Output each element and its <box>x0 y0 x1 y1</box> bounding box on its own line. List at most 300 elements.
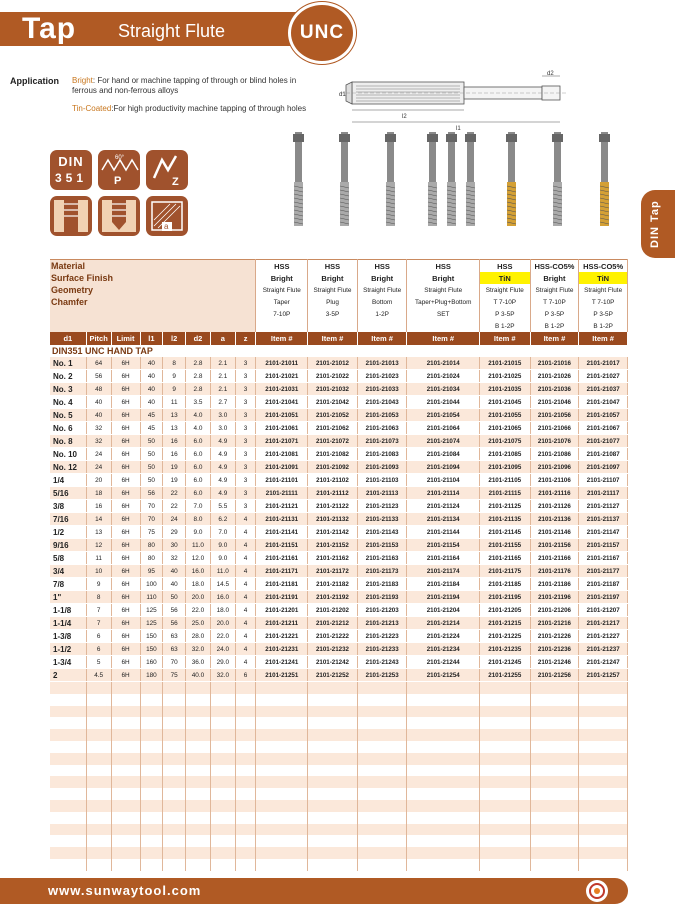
empty-cell <box>50 741 86 753</box>
empty-cell <box>186 776 211 788</box>
item-number-cell: 2101-21194 <box>407 591 479 604</box>
blind-hole-icon <box>98 196 140 236</box>
d2-label: d2 <box>547 71 554 77</box>
empty-row <box>50 835 628 847</box>
finish-value: TiN <box>579 272 628 284</box>
l2-label: l2 <box>402 114 407 120</box>
column-header-row <box>50 332 628 345</box>
dimension-cell: 45 <box>140 409 163 422</box>
size-cell: 1/2 <box>50 526 86 539</box>
item-number-cell: 2101-21183 <box>357 578 407 591</box>
column-header[interactable]: Item # <box>256 332 308 345</box>
dimension-cell: 5 <box>86 656 111 669</box>
empty-cell <box>530 717 579 729</box>
item-number-cell: 2101-21027 <box>579 370 628 383</box>
column-header[interactable]: Item # <box>530 332 579 345</box>
item-number-cell: 2101-21013 <box>357 357 407 370</box>
dimension-cell: 125 <box>140 604 163 617</box>
empty-cell <box>479 753 530 765</box>
empty-row <box>50 717 628 729</box>
empty-cell <box>357 753 407 765</box>
empty-cell <box>357 847 407 859</box>
dimension-cell: 2.8 <box>186 357 211 370</box>
table-row <box>50 422 628 435</box>
header-subtitle: Straight Flute <box>118 21 226 41</box>
dimension-cell: 4.9 <box>210 435 235 448</box>
empty-cell <box>479 824 530 836</box>
empty-cell <box>256 753 308 765</box>
item-number-cell: 2101-21063 <box>357 422 407 435</box>
empty-cell <box>111 800 140 812</box>
empty-cell <box>163 859 186 871</box>
item-number-cell: 2101-21026 <box>530 370 579 383</box>
empty-cell <box>530 788 579 800</box>
application-tin <box>72 104 312 114</box>
dimension-cell: 40 <box>163 578 186 591</box>
empty-cell <box>186 812 211 824</box>
tap-photo <box>292 132 304 232</box>
empty-row <box>50 753 628 765</box>
item-number-cell: 2101-21084 <box>407 448 479 461</box>
empty-row <box>50 741 628 753</box>
dimension-cell: 2.8 <box>186 383 211 396</box>
item-number-cell: 2101-21075 <box>479 435 530 448</box>
empty-cell <box>140 859 163 871</box>
dimension-cell: 7 <box>86 604 111 617</box>
empty-cell <box>579 741 628 753</box>
dimension-cell: 40 <box>140 396 163 409</box>
empty-cell <box>235 694 256 706</box>
item-number-cell: 2101-21174 <box>407 565 479 578</box>
size-cell: 1-1/8 <box>50 604 86 617</box>
material-value: HSS-CO5% <box>579 260 628 273</box>
item-number-cell: 2101-21092 <box>308 461 358 474</box>
empty-row <box>50 788 628 800</box>
dimension-cell: 13 <box>163 409 186 422</box>
empty-cell <box>50 824 86 836</box>
table-row <box>50 500 628 513</box>
spec-row-chamfer <box>50 296 628 308</box>
item-number-cell: 2101-21144 <box>407 526 479 539</box>
angle-label: 60° <box>115 155 125 161</box>
chamfer-2-value: P 3-5P <box>479 308 530 320</box>
empty-cell <box>407 717 479 729</box>
empty-cell <box>186 835 211 847</box>
empty-cell <box>256 812 308 824</box>
dimension-cell: 4.9 <box>210 487 235 500</box>
dimension-cell: 95 <box>140 565 163 578</box>
empty-cell <box>357 835 407 847</box>
empty-cell <box>210 776 235 788</box>
empty-cell <box>407 824 479 836</box>
item-number-cell: 2101-21255 <box>479 669 530 682</box>
chamfer-3-label <box>50 320 140 332</box>
din-text: DIN <box>58 154 84 169</box>
empty-cell <box>530 682 579 694</box>
empty-cell <box>86 776 111 788</box>
empty-cell <box>210 847 235 859</box>
finish-value: Bright <box>256 272 308 284</box>
chamfer-3-value <box>308 320 358 332</box>
item-number-cell: 2101-21015 <box>479 357 530 370</box>
tin-key: Tin-Coated <box>72 104 112 113</box>
item-number-cell: 2101-21191 <box>256 591 308 604</box>
dimension-cell: 2.7 <box>210 396 235 409</box>
table-row <box>50 383 628 396</box>
chamfer-3-value <box>357 320 407 332</box>
dimension-cell: 50 <box>140 461 163 474</box>
item-number-cell: 2101-21062 <box>308 422 358 435</box>
item-number-cell: 2101-21244 <box>407 656 479 669</box>
dimension-cell: 6 <box>86 630 111 643</box>
empty-cell <box>235 859 256 871</box>
item-number-cell: 2101-21164 <box>407 552 479 565</box>
table-row <box>50 643 628 656</box>
empty-cell <box>210 812 235 824</box>
column-header[interactable]: d1 <box>50 332 86 345</box>
dimension-cell: 6.0 <box>186 487 211 500</box>
empty-cell <box>579 859 628 871</box>
empty-cell <box>530 741 579 753</box>
empty-cell <box>210 800 235 812</box>
table-row <box>50 370 628 383</box>
empty-cell <box>407 776 479 788</box>
dimension-cell: 8.0 <box>186 513 211 526</box>
pitch-angle-icon <box>98 150 140 190</box>
item-number-cell: 2101-21136 <box>530 513 579 526</box>
dimension-cell: 50 <box>140 448 163 461</box>
chamfer-value: Bottom <box>357 296 407 308</box>
dimension-cell: 7.0 <box>210 526 235 539</box>
empty-cell <box>163 753 186 765</box>
column-header[interactable]: Limit <box>111 332 140 345</box>
size-cell: 7/8 <box>50 578 86 591</box>
empty-cell <box>140 717 163 729</box>
empty-cell <box>256 788 308 800</box>
tap-photo <box>384 132 396 232</box>
empty-cell <box>140 800 163 812</box>
item-number-cell: 2101-21101 <box>256 474 308 487</box>
tap-photo <box>338 132 350 232</box>
item-number-cell: 2101-21107 <box>579 474 628 487</box>
column-header[interactable]: d2 <box>186 332 211 345</box>
table-row <box>50 396 628 409</box>
empty-cell <box>186 717 211 729</box>
empty-cell <box>407 765 479 777</box>
z-letter: Z <box>172 176 179 188</box>
dimension-cell: 40.0 <box>186 669 211 682</box>
column-header[interactable]: l1 <box>140 332 163 345</box>
item-number-cell: 2101-21231 <box>256 643 308 656</box>
empty-cell <box>163 788 186 800</box>
empty-cell <box>86 859 111 871</box>
empty-cell <box>357 859 407 871</box>
item-number-cell: 2101-21165 <box>479 552 530 565</box>
dimension-cell: 6H <box>111 617 140 630</box>
table-row <box>50 526 628 539</box>
empty-cell <box>235 847 256 859</box>
empty-cell <box>235 776 256 788</box>
column-header[interactable]: Pitch <box>86 332 111 345</box>
dimension-cell: 6H <box>111 383 140 396</box>
item-number-cell: 2101-21157 <box>579 539 628 552</box>
empty-cell <box>86 788 111 800</box>
empty-cell <box>235 717 256 729</box>
empty-cell <box>308 788 358 800</box>
dimension-cell: 7 <box>86 617 111 630</box>
dimension-cell: 4 <box>235 565 256 578</box>
item-number-cell: 2101-21155 <box>479 539 530 552</box>
tap-photo <box>445 132 457 232</box>
empty-row <box>50 765 628 777</box>
item-number-cell: 2101-21032 <box>308 383 358 396</box>
item-number-cell: 2101-21184 <box>407 578 479 591</box>
empty-row <box>50 847 628 859</box>
finish-value: Bright <box>530 272 579 284</box>
size-cell: 5/16 <box>50 487 86 500</box>
item-number-cell: 2101-21116 <box>530 487 579 500</box>
chamfer-2-value: SET <box>407 308 479 320</box>
empty-cell <box>163 717 186 729</box>
dimension-cell: 3 <box>235 396 256 409</box>
item-number-cell: 2101-21135 <box>479 513 530 526</box>
dimension-cell: 50 <box>163 591 186 604</box>
empty-cell <box>186 800 211 812</box>
geometry-label: Geometry <box>50 284 140 296</box>
empty-cell <box>86 741 111 753</box>
dimension-cell: 11.0 <box>186 539 211 552</box>
finish-label: Surface Finish <box>50 272 140 284</box>
item-number-cell: 2101-21187 <box>579 578 628 591</box>
dimension-cell: 30 <box>163 539 186 552</box>
empty-cell <box>256 729 308 741</box>
column-header[interactable]: Item # <box>479 332 530 345</box>
empty-cell <box>210 694 235 706</box>
item-number-cell: 2101-21173 <box>357 565 407 578</box>
dimension-cell: 3 <box>235 435 256 448</box>
dimension-cell: 22 <box>163 487 186 500</box>
item-number-cell: 2101-21081 <box>256 448 308 461</box>
dimension-cell: 6.2 <box>210 513 235 526</box>
dimension-cell: 11.0 <box>210 565 235 578</box>
geometry-label-fill <box>140 284 256 296</box>
empty-cell <box>407 859 479 871</box>
empty-cell <box>111 812 140 824</box>
chamfer-value: T 7-10P <box>479 296 530 308</box>
dimension-cell: 80 <box>140 539 163 552</box>
dimension-cell: 9 <box>163 383 186 396</box>
item-number-cell: 2101-21072 <box>308 435 358 448</box>
item-number-cell: 2101-21207 <box>579 604 628 617</box>
item-number-cell: 2101-21197 <box>579 591 628 604</box>
empty-cell <box>140 706 163 718</box>
chamfer-value: Taper <box>256 296 308 308</box>
empty-cell <box>256 741 308 753</box>
dimension-cell: 7.0 <box>186 500 211 513</box>
empty-cell <box>407 694 479 706</box>
empty-cell <box>530 835 579 847</box>
empty-cell <box>50 859 86 871</box>
column-header[interactable]: Item # <box>579 332 628 345</box>
chamfer-label-fill <box>140 296 256 308</box>
l1-label: l1 <box>456 126 461 132</box>
dimension-cell: 6.0 <box>186 474 211 487</box>
item-number-cell: 2101-21067 <box>579 422 628 435</box>
dimension-cell: 8 <box>86 591 111 604</box>
dimension-cell: 3 <box>235 409 256 422</box>
empty-cell <box>50 717 86 729</box>
item-number-cell: 2101-21134 <box>407 513 479 526</box>
size-cell: No. 5 <box>50 409 86 422</box>
item-number-cell: 2101-21097 <box>579 461 628 474</box>
dimension-cell: 3 <box>235 370 256 383</box>
dimension-cell: 9.0 <box>210 552 235 565</box>
empty-cell <box>308 706 358 718</box>
column-header[interactable]: Item # <box>308 332 358 345</box>
item-number-cell: 2101-21145 <box>479 526 530 539</box>
item-number-cell: 2101-21091 <box>256 461 308 474</box>
column-header[interactable]: z <box>235 332 256 345</box>
dimension-cell: 16 <box>163 448 186 461</box>
column-header[interactable]: l2 <box>163 332 186 345</box>
empty-cell <box>256 765 308 777</box>
finish-label-fill <box>140 272 256 284</box>
item-number-cell: 2101-21256 <box>530 669 579 682</box>
spec-table <box>50 259 628 871</box>
dimension-cell: 6H <box>111 357 140 370</box>
item-number-cell: 2101-21247 <box>579 656 628 669</box>
dimension-cell: 56 <box>163 617 186 630</box>
empty-cell <box>308 859 358 871</box>
dimension-cell: 6H <box>111 656 140 669</box>
material-value: HSS <box>256 260 308 273</box>
dimension-cell: 6H <box>111 500 140 513</box>
item-number-cell: 2101-21125 <box>479 500 530 513</box>
empty-cell <box>530 753 579 765</box>
dimension-cell: 100 <box>140 578 163 591</box>
dimension-cell: 16 <box>163 435 186 448</box>
application-label: Application <box>10 76 59 86</box>
item-number-cell: 2101-21213 <box>357 617 407 630</box>
size-cell: 1-1/4 <box>50 617 86 630</box>
dimension-cell: 4 <box>235 539 256 552</box>
empty-cell <box>579 800 628 812</box>
side-tab[interactable] <box>641 190 675 258</box>
dimension-cell: 6H <box>111 435 140 448</box>
table-row <box>50 513 628 526</box>
chamfer-3-value: B 1-2P <box>479 320 530 332</box>
item-number-cell: 2101-21045 <box>479 396 530 409</box>
item-number-cell: 2101-21056 <box>530 409 579 422</box>
item-number-cell: 2101-21043 <box>357 396 407 409</box>
empty-row <box>50 729 628 741</box>
dimension-cell: 63 <box>163 643 186 656</box>
dimension-cell: 125 <box>140 617 163 630</box>
item-number-cell: 2101-21121 <box>256 500 308 513</box>
dimension-cell: 32 <box>163 552 186 565</box>
empty-cell <box>357 717 407 729</box>
column-header[interactable]: Item # <box>357 332 407 345</box>
item-number-cell: 2101-21047 <box>579 396 628 409</box>
empty-cell <box>479 847 530 859</box>
size-cell: No. 1 <box>50 357 86 370</box>
item-number-cell: 2101-21014 <box>407 357 479 370</box>
item-number-cell: 2101-21186 <box>530 578 579 591</box>
column-header[interactable]: a <box>210 332 235 345</box>
bright-text: : For hand or machine tapping of through or blind holes in ferrous and non-ferrous alloys <box>72 76 297 95</box>
item-number-cell: 2101-21117 <box>579 487 628 500</box>
dimension-cell: 29.0 <box>210 656 235 669</box>
dimension-cell: 110 <box>140 591 163 604</box>
dimension-cell: 9 <box>86 578 111 591</box>
empty-cell <box>186 788 211 800</box>
item-number-cell: 2101-21085 <box>479 448 530 461</box>
empty-cell <box>111 682 140 694</box>
dimension-cell: 50 <box>140 435 163 448</box>
item-number-cell: 2101-21161 <box>256 552 308 565</box>
item-number-cell: 2101-21127 <box>579 500 628 513</box>
dimension-cell: 11 <box>86 552 111 565</box>
dimension-cell: 4.5 <box>86 669 111 682</box>
empty-cell <box>86 717 111 729</box>
item-number-cell: 2101-21151 <box>256 539 308 552</box>
item-number-cell: 2101-21093 <box>357 461 407 474</box>
d1-label: d1 <box>339 92 346 98</box>
empty-cell <box>50 788 86 800</box>
item-number-cell: 2101-21106 <box>530 474 579 487</box>
item-number-cell: 2101-21012 <box>308 357 358 370</box>
empty-row <box>50 859 628 871</box>
table-row <box>50 539 628 552</box>
chamfer-letter: a <box>164 222 169 231</box>
empty-row <box>50 812 628 824</box>
table-row <box>50 474 628 487</box>
finish-value: TiN <box>479 272 530 284</box>
size-cell: 1-3/8 <box>50 630 86 643</box>
empty-cell <box>407 729 479 741</box>
item-number-cell: 2101-21192 <box>308 591 358 604</box>
empty-cell <box>479 765 530 777</box>
empty-cell <box>86 753 111 765</box>
spec-row-chamfer-3 <box>50 320 628 332</box>
item-number-cell: 2101-21222 <box>308 630 358 643</box>
flute-z-icon <box>146 150 188 190</box>
empty-cell <box>308 694 358 706</box>
website-url[interactable]: www.sunwaytool.com <box>48 883 202 898</box>
column-header[interactable]: Item # <box>407 332 479 345</box>
dimension-cell: 2.1 <box>210 357 235 370</box>
item-number-cell: 2101-21195 <box>479 591 530 604</box>
item-number-cell: 2101-21041 <box>256 396 308 409</box>
empty-cell <box>479 729 530 741</box>
empty-cell <box>235 741 256 753</box>
empty-cell <box>256 859 308 871</box>
spec-row-geometry <box>50 284 628 296</box>
empty-cell <box>210 753 235 765</box>
dimension-cell: 40 <box>86 409 111 422</box>
empty-cell <box>407 706 479 718</box>
empty-cell <box>235 682 256 694</box>
empty-cell <box>50 765 86 777</box>
empty-cell <box>579 788 628 800</box>
item-number-cell: 2101-21021 <box>256 370 308 383</box>
dimension-cell: 4 <box>235 643 256 656</box>
chamfer-2-label-fill <box>140 308 256 320</box>
dimension-cell: 4.0 <box>186 409 211 422</box>
item-number-cell: 2101-21235 <box>479 643 530 656</box>
empty-cell <box>235 824 256 836</box>
item-number-cell: 2101-21172 <box>308 565 358 578</box>
